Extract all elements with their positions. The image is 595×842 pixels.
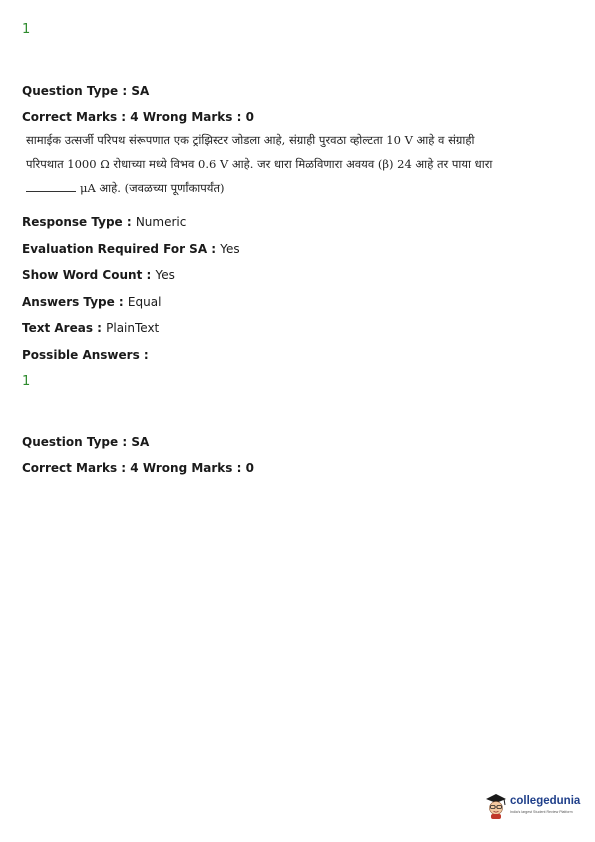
word-count-row	[22, 267, 175, 283]
marks-row-2	[22, 460, 254, 476]
question-line-3	[26, 176, 456, 200]
question-type-label-2: Question Type :	[22, 435, 132, 449]
text-areas-label: Text Areas :	[22, 321, 107, 335]
word-count-label: Show Word Count :	[22, 268, 156, 282]
response-type-value: Numeric	[135, 215, 187, 229]
answers-type-row	[22, 294, 161, 310]
question-type-row-2	[22, 434, 149, 450]
question-type-label: Question Type :	[22, 84, 132, 98]
answer-blank	[26, 183, 76, 192]
question-line-2: परिपथात 1000 Ω रोधाच्या मध्ये विभव 0.6 V आहे. जर धारा मिळविणारा अवयव (β) 24 आहे तर पाया धारा	[26, 157, 493, 171]
word-count-value: Yes	[155, 268, 175, 282]
wrong-marks-value-2: 0	[245, 461, 254, 475]
possible-answers-row	[22, 347, 149, 363]
logo-tagline: India's largest Student Review Platform	[510, 810, 573, 814]
question-line-1: सामाईक उत्सर्जी परिपथ संरूपणात एक ट्रांझिस्टर जोडला आहे, संग्राही पुरवठा व्होल्टता 10 V आहे व संग्राही	[26, 133, 475, 147]
question-text	[26, 128, 493, 200]
correct-marks-label: Correct Marks :	[22, 110, 131, 124]
question-line-3-text: μA आहे. (जवळच्या पूर्णांकापर्यंत)	[80, 181, 225, 195]
evaluation-row	[22, 241, 240, 257]
text-areas-value: PlainText	[106, 321, 160, 335]
wrong-marks-label-2: Wrong Marks :	[138, 461, 246, 475]
response-type-row	[22, 214, 186, 230]
wrong-marks-value: 0	[245, 110, 254, 124]
question-type-value-2: SA	[131, 435, 150, 449]
correct-marks-value-2: 4	[130, 461, 139, 475]
evaluation-label: Evaluation Required For SA :	[22, 242, 221, 256]
student-mascot-icon	[484, 792, 508, 820]
question-number: 1	[22, 22, 31, 37]
correct-marks-value: 4	[130, 110, 139, 124]
possible-answers-label: Possible Answers :	[22, 348, 149, 362]
answers-type-value: Equal	[127, 295, 162, 309]
response-type-label: Response Type :	[22, 215, 136, 229]
marks-row	[22, 109, 254, 125]
question-type-row	[22, 83, 149, 99]
wrong-marks-label: Wrong Marks :	[138, 110, 246, 124]
text-areas-row	[22, 320, 159, 336]
collegedunia-logo	[484, 790, 580, 824]
evaluation-value: Yes	[220, 242, 240, 256]
question-type-value: SA	[131, 84, 150, 98]
correct-marks-label-2: Correct Marks :	[22, 461, 131, 475]
logo-wordmark: collegedunia	[510, 795, 581, 807]
answers-type-label: Answers Type :	[22, 295, 128, 309]
possible-answer-value: 1	[22, 374, 31, 389]
